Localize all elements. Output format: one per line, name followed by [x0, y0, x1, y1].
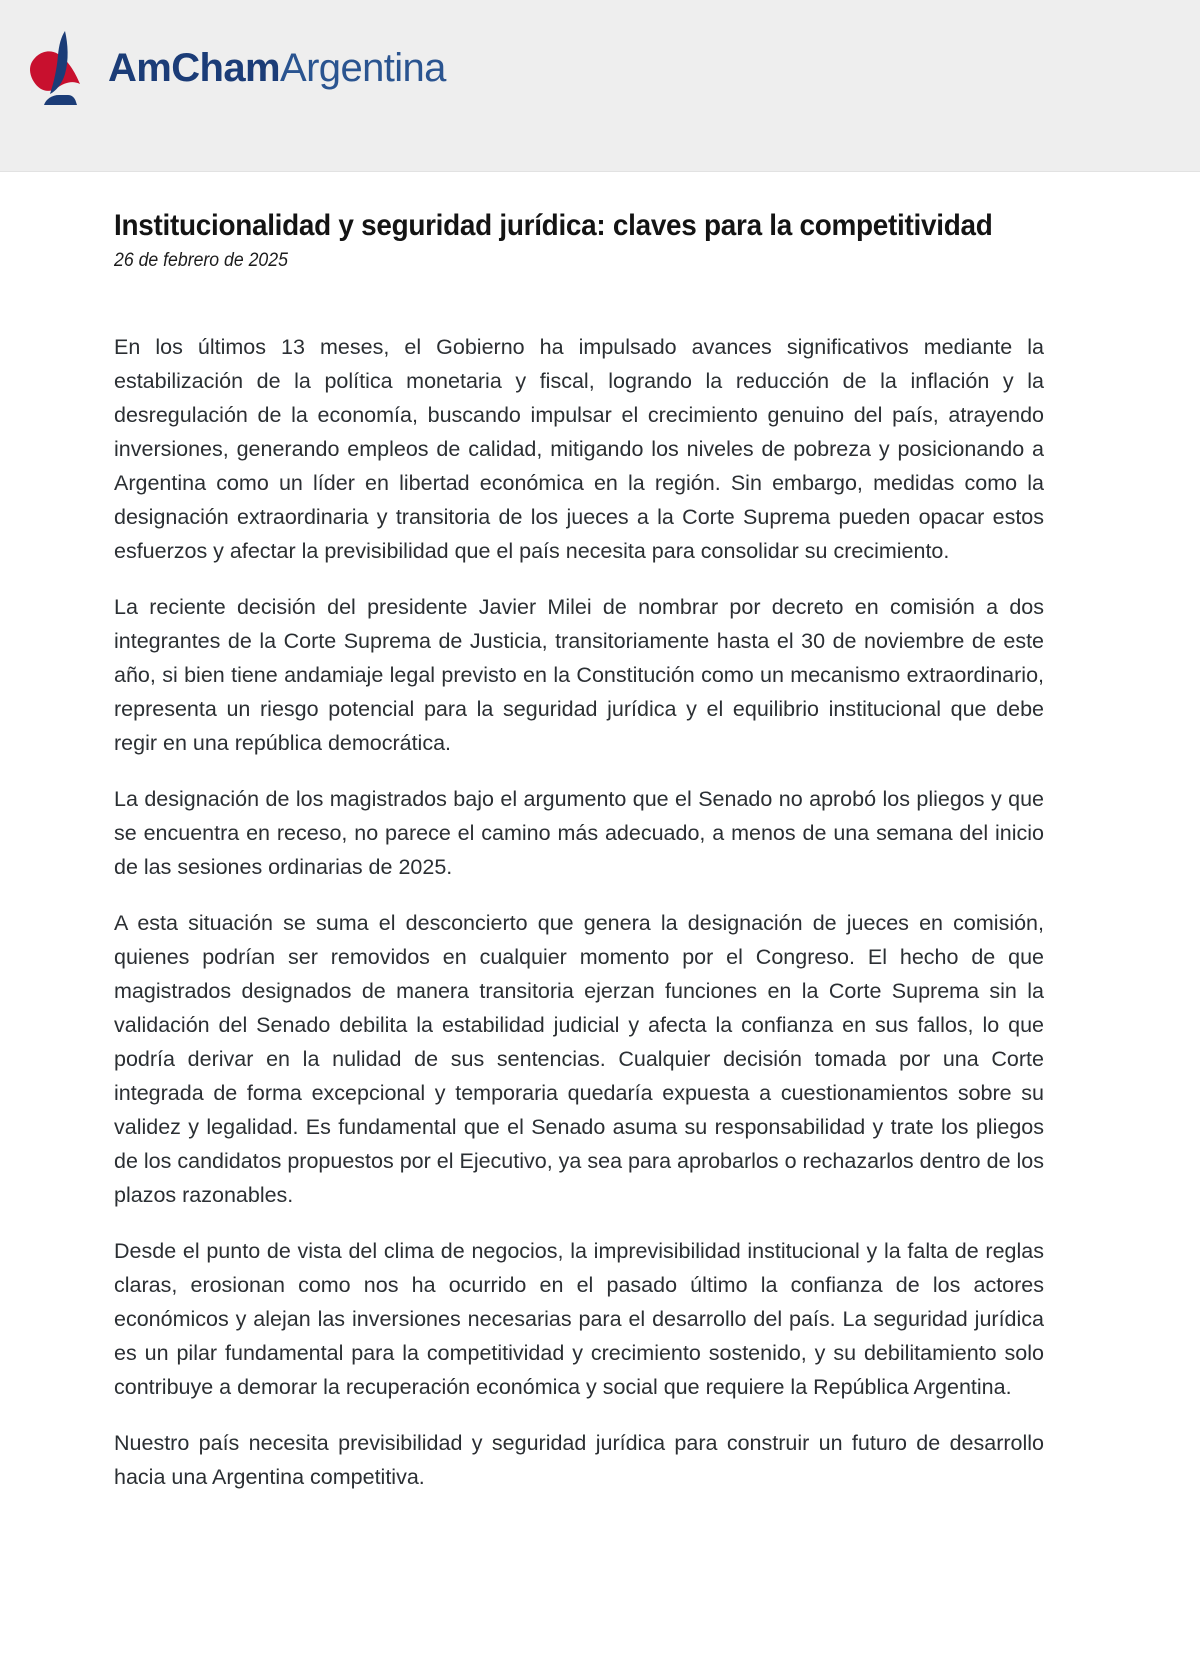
article-paragraph: Nuestro país necesita previsibilidad y seguridad jurídica para construir un futuro de desarrollo hacia una Argentina competitiva. — [114, 1431, 1044, 1490]
page-title: Institucionalidad y seguridad jurídica: claves para la competitividad — [114, 209, 993, 242]
article-paragraph: En los últimos 13 meses, el Gobierno ha impulsado avances significativos mediante la estabilización de la política monetaria y fiscal, logrando la reducción de la inflación y la desregulación de la economía, buscando impulsar el crecimiento genuino del país, atrayendo inversiones, generando empleos de calidad, mitigando los niveles de pobreza y posicionando a Argentina como un líder en libertad económica en la región. Sin embargo, medidas como la designación extraordinaria y transitoria de los jueces a la Corte Suprema pueden opacar estos esfuerzos y afectar la previsibilidad que el país necesita para consolidar su crecimiento. — [114, 335, 1044, 564]
article-paragraph: La reciente decisión del presidente Javier Milei de nombrar por decreto en comisión a dos integrantes de la Corte Suprema de Justicia, transitoriamente hasta el 30 de noviembre de este año, si bien tiene andamiaje legal previsto en la Constitución como un mecanismo extraordinario, representa un riesgo potencial para la seguridad jurídica y el equilibrio institucional que debe regir en una república democrática. — [114, 595, 1044, 756]
amcham-sail-eagle-logo-icon — [28, 28, 94, 108]
amcham-wordmark — [108, 45, 446, 90]
document-content — [0, 172, 1200, 1494]
article-paragraph: Desde el punto de vista del clima de negocios, la imprevisibilidad institucional y la falta de reglas claras, erosionan como nos ha ocurrido en el pasado último la confianza de los actores económicos y alejan las inversiones necesarias para el desarrollo del país. La seguridad jurídica es un pilar fundamental para la competitividad y crecimiento sostenido, y su debilitamiento solo contribuye a demorar la recuperación económica y social que requiere la República Argentina. — [114, 1239, 1044, 1400]
amcham-logo-lockup — [28, 28, 446, 108]
page-header — [0, 0, 1200, 172]
article-paragraph: La designación de los magistrados bajo el argumento que el Senado no aprobó los pliegos y que se encuentra en receso, no parece el camino más adecuado, a menos de una semana del inicio de las sesiones ordinarias de 2025. — [114, 787, 1044, 880]
amcham-wordmark-light: Argentina — [280, 45, 446, 90]
article-paragraph: A esta situación se suma el desconcierto que genera la designación de jueces en comisión, quienes podrían ser removidos en cualquier momento por el Congreso. El hecho de que magistrados designados de manera transitoria ejerzan funciones en la Corte Suprema sin la validación del Senado debilita la estabilidad judicial y afecta la confianza en sus fallos, lo que podría derivar en la nulidad de sus sentencias. Cualquier decisión tomada por una Corte integrada de forma excepcional y temporaria quedaría expuesta a cuestionamientos sobre su validez y legalidad. Es fundamental que el Senado asuma su responsabilidad y trate los pliegos de los candidatos propuestos por el Ejecutivo, ya sea para aprobarlos o rechazarlos dentro de los plazos razonables. — [114, 911, 1044, 1208]
amcham-wordmark-bold: AmCham — [108, 45, 280, 90]
publication-date: 26 de febrero de 2025 — [114, 250, 288, 272]
article-body — [114, 330, 1044, 1494]
